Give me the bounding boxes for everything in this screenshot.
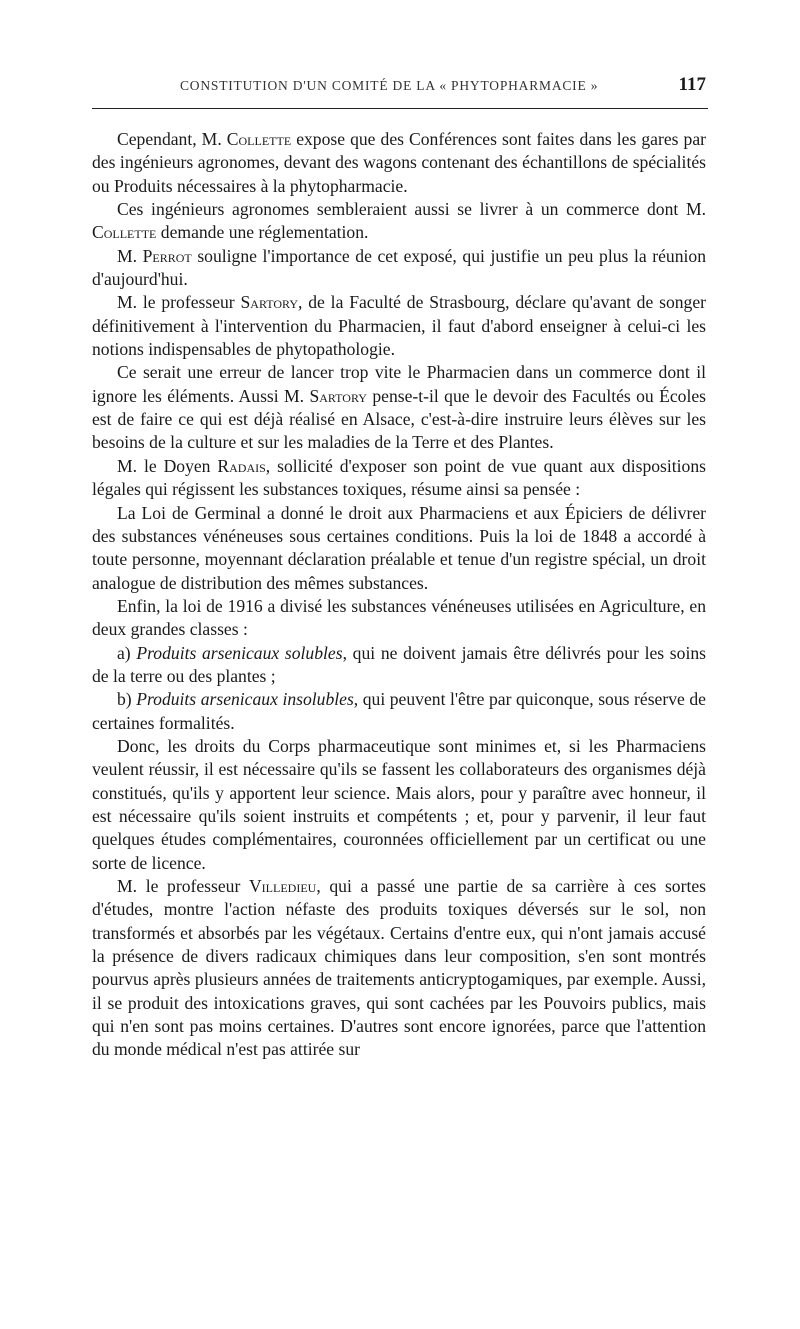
text-run: a) (117, 642, 137, 663)
paragraph (92, 502, 706, 595)
text-run: , qui peuvent l'être par quiconque, sous réserve de certaines formalités. (92, 689, 706, 733)
text-run: Ces ingénieurs agronomes sembleraient aussi se livrer à un commerce dont M. (117, 199, 706, 220)
paragraph (92, 688, 706, 735)
text-run: Ce serait une erreur de lancer trop vite le Pharmacien dans un commerce dont il ignore les éléments. Aussi M. (92, 362, 706, 406)
paragraph (92, 128, 706, 198)
text-run: Enfin, la loi de 1916 a divisé les substances vénéneuses utilisées en Agriculture, en deux grandes classes : (92, 595, 706, 640)
paragraph (92, 455, 706, 502)
person-name: Collette (226, 129, 292, 149)
paragraph (92, 875, 706, 1062)
italic-term: Produits arsenicaux insolubles (136, 689, 354, 710)
paragraph (92, 291, 706, 361)
person-name: Villedieu (248, 876, 317, 896)
text-run: M. le Doyen (117, 455, 218, 476)
person-name: Sartory (309, 385, 367, 406)
text-run: La Loi de Germinal a donné le droit aux Pharmaciens et aux Épiciers de délivrer des substances vénéneuses sous certaines conditions. Puis la loi de 1848 a accordé à toute personne, moyennant déclaration préalable et tenue d'un registre spécial, un droit analogue de distribution des mêmes substances. (92, 502, 706, 593)
text-run: expose que des Conférences sont faites dans les gares par des ingénieurs agronomes, devant des wagons contenant des échantillons de spécialités ou Produits nécessaires à la phytopharmacie. (92, 129, 706, 196)
text-run: M. le professeur (117, 876, 249, 896)
italic-term: Produits arsenicaux solubles (136, 642, 343, 663)
person-name: Radais (217, 455, 266, 476)
text-run: , qui a passé une partie de sa carrière à ces sortes d'études, montre l'action néfaste des produits toxiques déversés sur le sol, non transformés et absorbés par les végétaux. Certains d'entre eux, qui n'ont jamais accusé la présence de divers radicaux chimiques dans leur composition, s'en sont montrés pourvus après plusieurs années de traitements anticryptogamiques, par exemple. Aussi, il se produit des intoxications graves, qui sont cachées par les Pouvoirs publics, mais qui n'en sont pas moins certaines. D'autres sont encore ignorées, parce que l'attention du monde médical n'est pas attirée sur (92, 876, 706, 1060)
text-run: M. le professeur (117, 292, 241, 313)
page-number: 117 (678, 74, 706, 95)
person-name: Perrot (142, 245, 192, 266)
paragraph (92, 198, 706, 245)
running-title: CONSTITUTION D'UN COMITÉ DE LA « PHYTOPHARMACIE » (180, 78, 599, 93)
text-run: M. (117, 245, 143, 266)
body-text (92, 128, 706, 1062)
text-run: Cependant, M. (117, 129, 227, 149)
page-header (92, 74, 708, 109)
text-run: , sollicité d'exposer son point de vue quant aux dispositions légales qui régissent les substances toxiques, résume ainsi sa pensée : (92, 455, 706, 500)
text-run: pense-t-il que le devoir des Facultés ou Écoles est de faire ce qui est déjà réalisé en Alsace, c'est-à-dire instruire leurs élèves sur les besoins de la culture et sur les maladies de la Terre et des Plantes. (92, 385, 706, 453)
paragraph (92, 642, 706, 689)
paragraph (92, 735, 706, 875)
paragraph (92, 595, 706, 642)
text-run: Donc, les droits du Corps pharmaceutique sont minimes et, si les Pharmaciens veulent réussir, il est nécessaire qu'ils se fassent les collaborateurs des organismes déjà constitués, qu'ils y apportent leur science. Mais alors, pour y paraître avec honneur, il est nécessaire qu'ils soient instruits et compétents ; et, pour y parvenir, il leur faut quelques études complémentaires, couronnées officiellement par un certificat ou une sorte de licence. (92, 735, 706, 873)
text-run: souligne l'importance de cet exposé, qui justifie un peu plus la réunion d'aujourd'hui. (92, 245, 706, 290)
paragraph (92, 245, 706, 292)
text-run: , de la Faculté de Strasbourg, déclare qu'avant de songer définitivement à l'intervention du Pharmacien, il faut d'abord enseigner à celui-ci les notions indispensables de phytopathologie. (92, 292, 706, 360)
person-name: Sartory (240, 292, 299, 313)
text-run: b) (117, 689, 137, 710)
text-run: , qui ne doivent jamais être délivrés pour les soins de la terre ou des plantes ; (92, 642, 706, 686)
paragraph (92, 361, 706, 454)
text-run: demande une réglementation. (156, 222, 369, 243)
person-name: Collette (92, 222, 157, 243)
